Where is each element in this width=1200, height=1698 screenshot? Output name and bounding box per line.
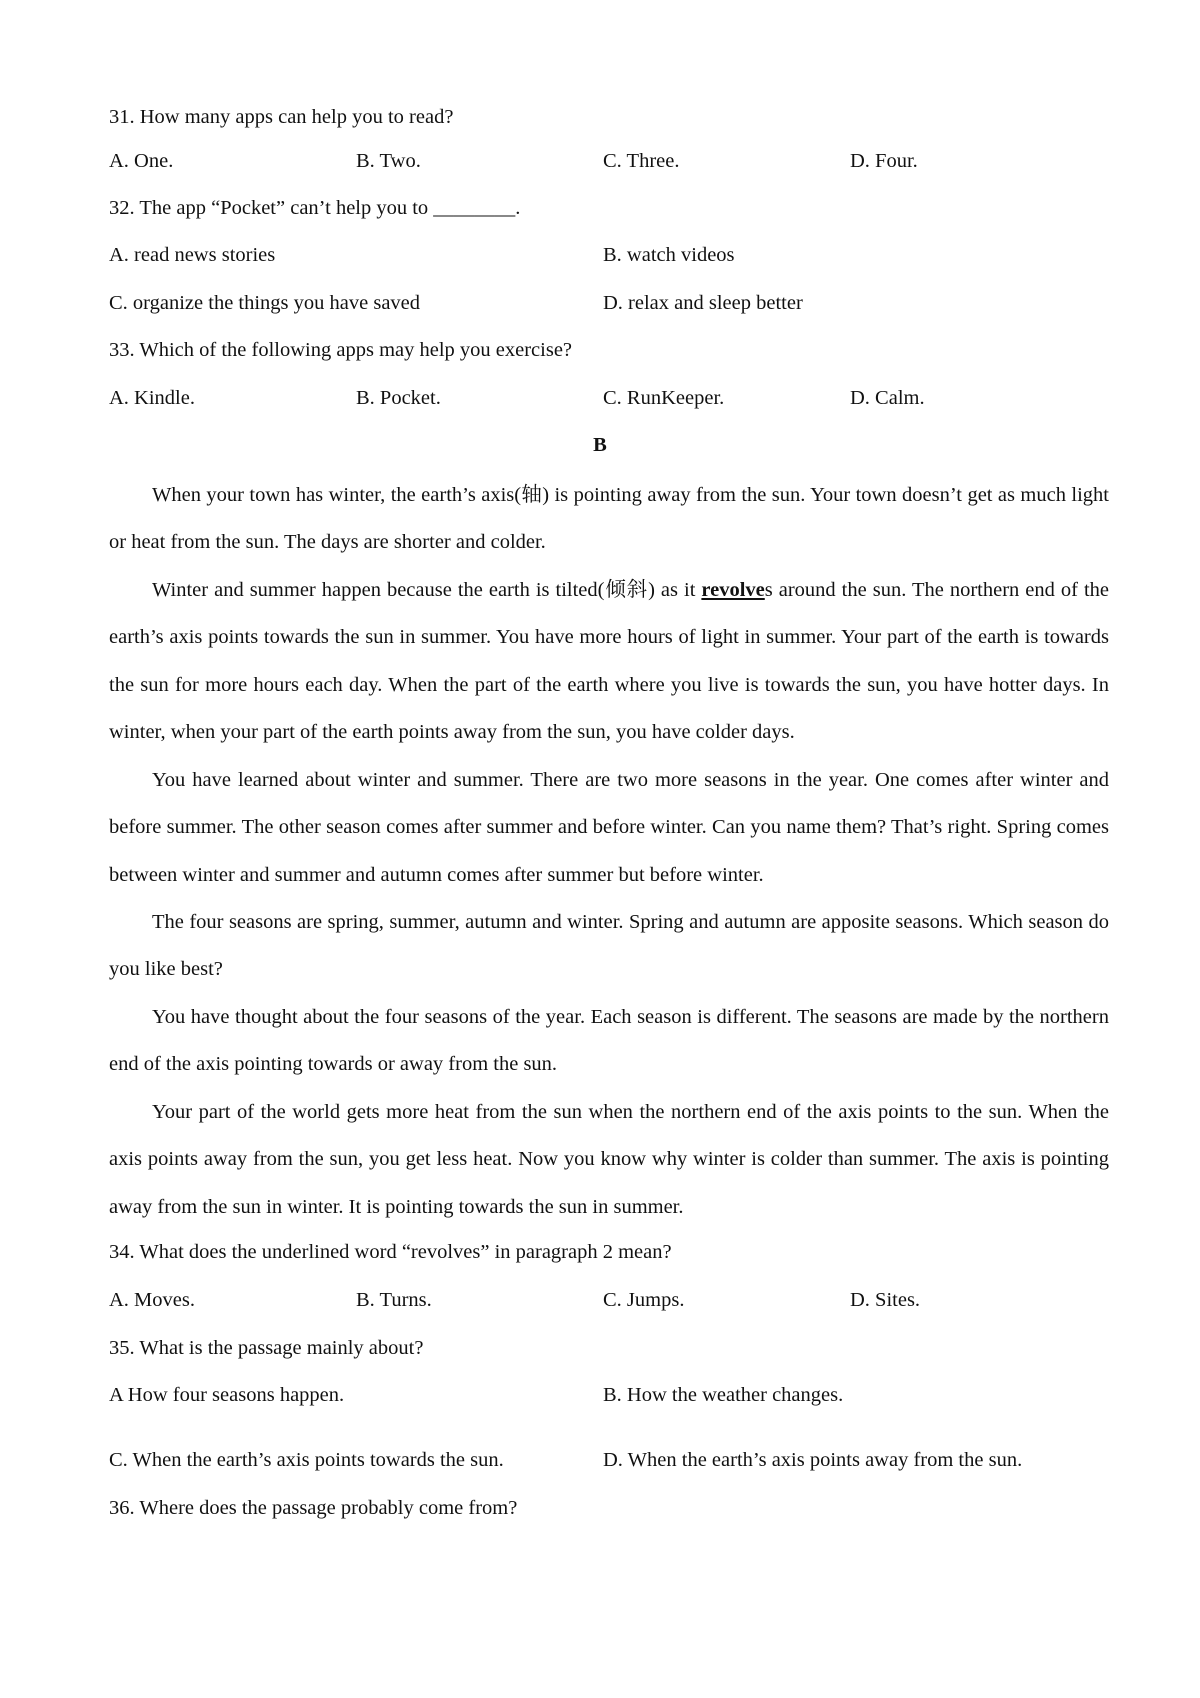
- question-33-option-b: B. Pocket.: [356, 387, 441, 409]
- question-35-option-a: A How four seasons happen.: [109, 1384, 345, 1406]
- question-34-option-c: C. Jumps.: [603, 1289, 685, 1311]
- question-35-stem: 35. What is the passage mainly about?: [109, 1337, 424, 1359]
- question-31-option-a: A. One.: [109, 150, 174, 172]
- question-31-option-c: C. Three.: [603, 150, 680, 172]
- question-34-option-d: D. Sites.: [850, 1289, 921, 1311]
- question-33-option-d: D. Calm.: [850, 387, 925, 409]
- question-32-option-d: D. relax and sleep better: [603, 292, 803, 314]
- paragraph-2-text-after: s around the sun. The northern end of the earth’s axis points towards the sun in summer. You have more hours of light in summer. Your part of the earth is towards the sun for more hours each day. When the part of the earth where you live is towards the sun, you have hotter days. In winter, when your part of the earth points away from the sun, you have colder days.: [109, 579, 1109, 744]
- passage-paragraph-2: [109, 567, 1109, 757]
- question-31-option-d: D. Four.: [850, 150, 918, 172]
- question-33-option-a: A. Kindle.: [109, 387, 195, 409]
- passage-paragraph-5: You have thought about the four seasons of the year. Each season is different. The seasons are made by the northern end of the axis pointing towards or away from the sun.: [109, 1006, 1109, 1076]
- underlined-word: revolve: [701, 579, 765, 601]
- question-32-option-c: C. organize the things you have saved: [109, 292, 421, 314]
- question-36-stem: 36. Where does the passage probably come from?: [109, 1497, 518, 1519]
- passage-paragraph-1: When your town has winter, the earth’s axis(轴) is pointing away from the sun. Your town doesn’t get as much light or heat from the sun. The days are shorter and colder.: [109, 484, 1109, 554]
- question-32-stem: 32. The app “Pocket” can’t help you to ________.: [109, 197, 521, 219]
- passage-paragraph-3: You have learned about winter and summer. There are two more seasons in the year. One comes after winter and before summer. The other season comes after summer and before winter. Can you name them? That’s right. Spring comes between winter and summer and autumn comes after summer but before winter.: [109, 769, 1109, 886]
- question-34-option-a: A. Moves.: [109, 1289, 195, 1311]
- question-35-option-c: C. When the earth’s axis points towards the sun.: [109, 1449, 504, 1471]
- question-35-option-d: D. When the earth’s axis points away from the sun.: [603, 1449, 1023, 1471]
- question-31-stem: 31. How many apps can help you to read?: [109, 106, 454, 128]
- question-31-option-b: B. Two.: [356, 150, 421, 172]
- question-35-option-b: B. How the weather changes.: [603, 1384, 844, 1406]
- paragraph-2-text-before: Winter and summer happen because the earth is tilted(倾斜) as it: [152, 579, 702, 601]
- question-33-stem: 33. Which of the following apps may help you exercise?: [109, 339, 573, 361]
- question-34-stem: 34. What does the underlined word “revolves” in paragraph 2 mean?: [109, 1241, 672, 1263]
- question-33-option-c: C. RunKeeper.: [603, 387, 725, 409]
- section-heading: B: [593, 434, 607, 456]
- question-34-option-b: B. Turns.: [356, 1289, 432, 1311]
- question-32-option-b: B. watch videos: [603, 244, 735, 266]
- passage-paragraph-4: The four seasons are spring, summer, autumn and winter. Spring and autumn are apposite seasons. Which season do you like best?: [109, 911, 1109, 981]
- passage-paragraph-6: Your part of the world gets more heat from the sun when the northern end of the axis points to the sun. When the axis points away from the sun, you get less heat. Now you know why winter is colder than summer. The axis is pointing away from the sun in winter. It is pointing towards the sun in summer.: [109, 1101, 1109, 1218]
- question-32-option-a: A. read news stories: [109, 244, 276, 266]
